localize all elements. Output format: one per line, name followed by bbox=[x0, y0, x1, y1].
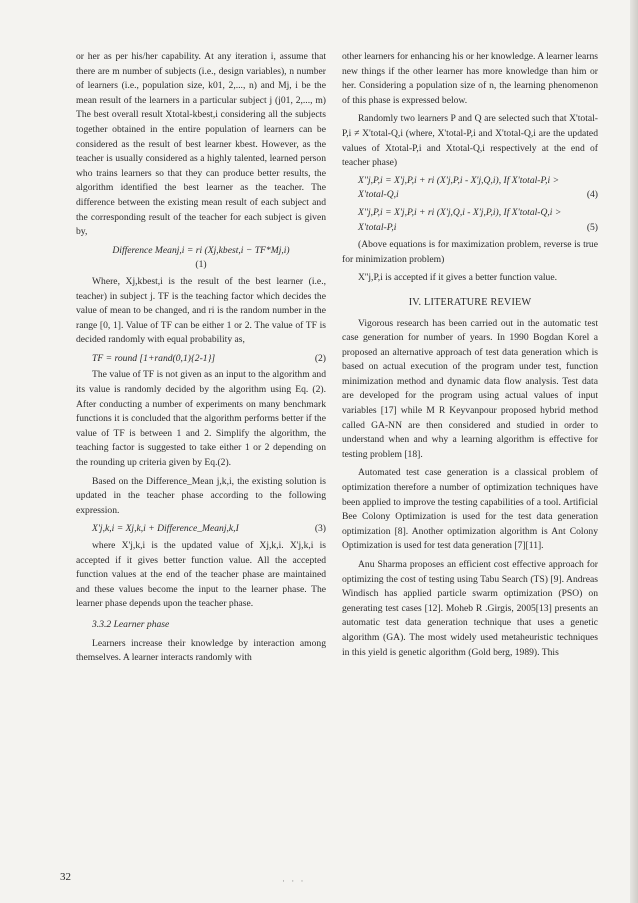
equation-1-text: Difference Meanj,i = ri (Xj,kbest,i − TF*Mj,i) bbox=[112, 244, 290, 256]
equation-4-line-2: X'total-Q,i bbox=[358, 189, 399, 201]
equation-1 bbox=[76, 244, 326, 273]
section-heading: IV. LITERATURE REVIEW bbox=[408, 296, 532, 308]
right-paragraph-3: (Above equations is for maximization problem, reverse is true for minimization problem) bbox=[342, 239, 598, 265]
left-paragraph-6: Learners increase their knowledge by interaction among themselves. A learner interacts randomly with bbox=[76, 637, 326, 664]
equation-3-text: X'j,k,i = Xj,k,i + Difference_Meanj,k,I bbox=[92, 523, 239, 535]
right-paragraph-5: Vigorous research has been carried out in the automatic test case generation for number of years. In 1990 Bogdan Korel a proposed an alternative approach of test data generation which is based on actual execution of the program under test, function minimization method and dynamic data flow analysis. Test data are developed for the program using actual values of input variables [17] while M R Keyvanpour proposed hybrid method called GA-NN are then considered and studied in order to understand when and why a learning algorithm is effective for testing problem [18]. bbox=[342, 317, 598, 460]
equation-4-line-1: X''j,P,i = X'j,P,i + ri (X'j,P,i - X'j,Q,i), If X'total-P,i > bbox=[358, 174, 560, 186]
left-paragraph-4: Based on the Difference_Mean j,k,i, the existing solution is updated in the teacher phase according to the following expression. bbox=[76, 475, 326, 516]
left-paragraph-2: Where, Xj,kbest,i is the result of the best learner (i.e., teacher) in subject j. TF is the teaching factor which decides the value of mean to be changed, and ri is the random number in the range [0, 1]. Value of TF can be either 1 or 2. The value of TF is decided randomly with equal probability as, bbox=[76, 275, 326, 346]
left-paragraph-1: or her as per his/her capability. At any iteration i, assume that there are m number of subjects (i.e., design variables), n number of learners (i.e., population size, k01, 2,..., n) and Mj, i be the mean result of the learners in a particular subject j (j01, 2,..., m) The best overall result Xtotal-kbest,i considering all the subjects together obtained in the entire population of learners can be considered as the result of best learner kbest. However, as the teacher is usually considered as a highly talented, learned person who trains learners so that they can produce better results, the algorithm identified the best learner as the teacher. The difference between the existing mean result of each subject and the corresponding result of the teacher for each subject is given by, bbox=[76, 51, 326, 238]
page-number: 32 bbox=[60, 871, 71, 883]
equation-3-number: (3) bbox=[314, 523, 326, 535]
equation-2-number: (2) bbox=[314, 352, 326, 364]
equation-4 bbox=[342, 174, 598, 203]
scan-mark: · · · bbox=[282, 876, 306, 886]
equation-1-number: (1) bbox=[195, 259, 207, 271]
equation-2-text: TF = round [1+rand(0,1){2-1}] bbox=[92, 352, 216, 364]
equation-5-line-1: X''j,P,i = X'j,P,i + ri (X'j,Q,i - X'j,P,i), If X'total-Q,i > bbox=[358, 206, 562, 218]
equation-5 bbox=[342, 206, 598, 235]
left-paragraph-3: The value of TF is not given as an input to the algorithm and its value is randomly decided by the algorithm using Eq. (2). After conducting a number of experiments on many benchmark functions it is concluded that the algorithm performs better if the value of TF is between 1 and 2. Simplify the algorithm, the teaching factor is suggested to take either 1 or 2 depending on the rounding up criteria given by Eq.(2). bbox=[76, 369, 326, 469]
equation-5-number: (5) bbox=[586, 221, 598, 233]
left-column bbox=[76, 50, 326, 666]
equation-3 bbox=[76, 522, 326, 537]
section-subheading: 3.3.2 Learner phase bbox=[92, 618, 170, 630]
right-paragraph-1: other learners for enhancing his or her knowledge. A learner learns new things if the other learner has more knowledge than him or her. Considering a population size of n, the learning phenomenon of this phase is expressed below. bbox=[342, 51, 598, 106]
equation-4-number: (4) bbox=[586, 189, 598, 201]
right-column bbox=[342, 50, 598, 660]
right-paragraph-4: X''j,P,i is accepted if it gives a better function value. bbox=[358, 272, 558, 284]
page-edge-shadow bbox=[630, 0, 638, 903]
right-paragraph-6: Automated test case generation is a classical problem of optimization therefore a number of optimization techniques have been applied to improve the testing capabilities of a tool. Artificial Bee Colony Optimization is used for the test data generation optimization [8]. Another optimization algorithm is Ant Colony Optimization is used for test data generation [7][11]. bbox=[342, 467, 598, 552]
equation-5-line-2: X'total-P,i bbox=[358, 221, 397, 233]
right-paragraph-2: Randomly two learners P and Q are selected such that X'total-P,i ≠ X'total-Q,i (where, X'total-P,i and X'total-Q,i are the updated values of Xtotal-P,i and Xtotal-Q,i respectively at the end of teacher phase) bbox=[342, 113, 598, 169]
left-paragraph-5: where X'j,k,i is the updated value of Xj,k,i. X'j,k,i is accepted if it gives better function value. All the accepted function values at the end of the teacher phase are maintained and these values become the input to the learner phase. The learner phase depends upon the teacher phase. bbox=[76, 540, 326, 610]
right-paragraph-7: Anu Sharma proposes an efficient cost effective approach for optimizing the cost of testing using Tabu Search (TS) [9]. Andreas Windisch has applied particle swarm optimization (PSO) on generating test cases [12]. Moheb R .Girgis, 2005[13] presents an automatic test data generation technique that uses a genetic algorithm (GA). The most widely used metaheuristic techniques in this yield is genetic algorithm (Gold berg, 1989). This bbox=[342, 559, 598, 658]
equation-2 bbox=[76, 352, 326, 367]
